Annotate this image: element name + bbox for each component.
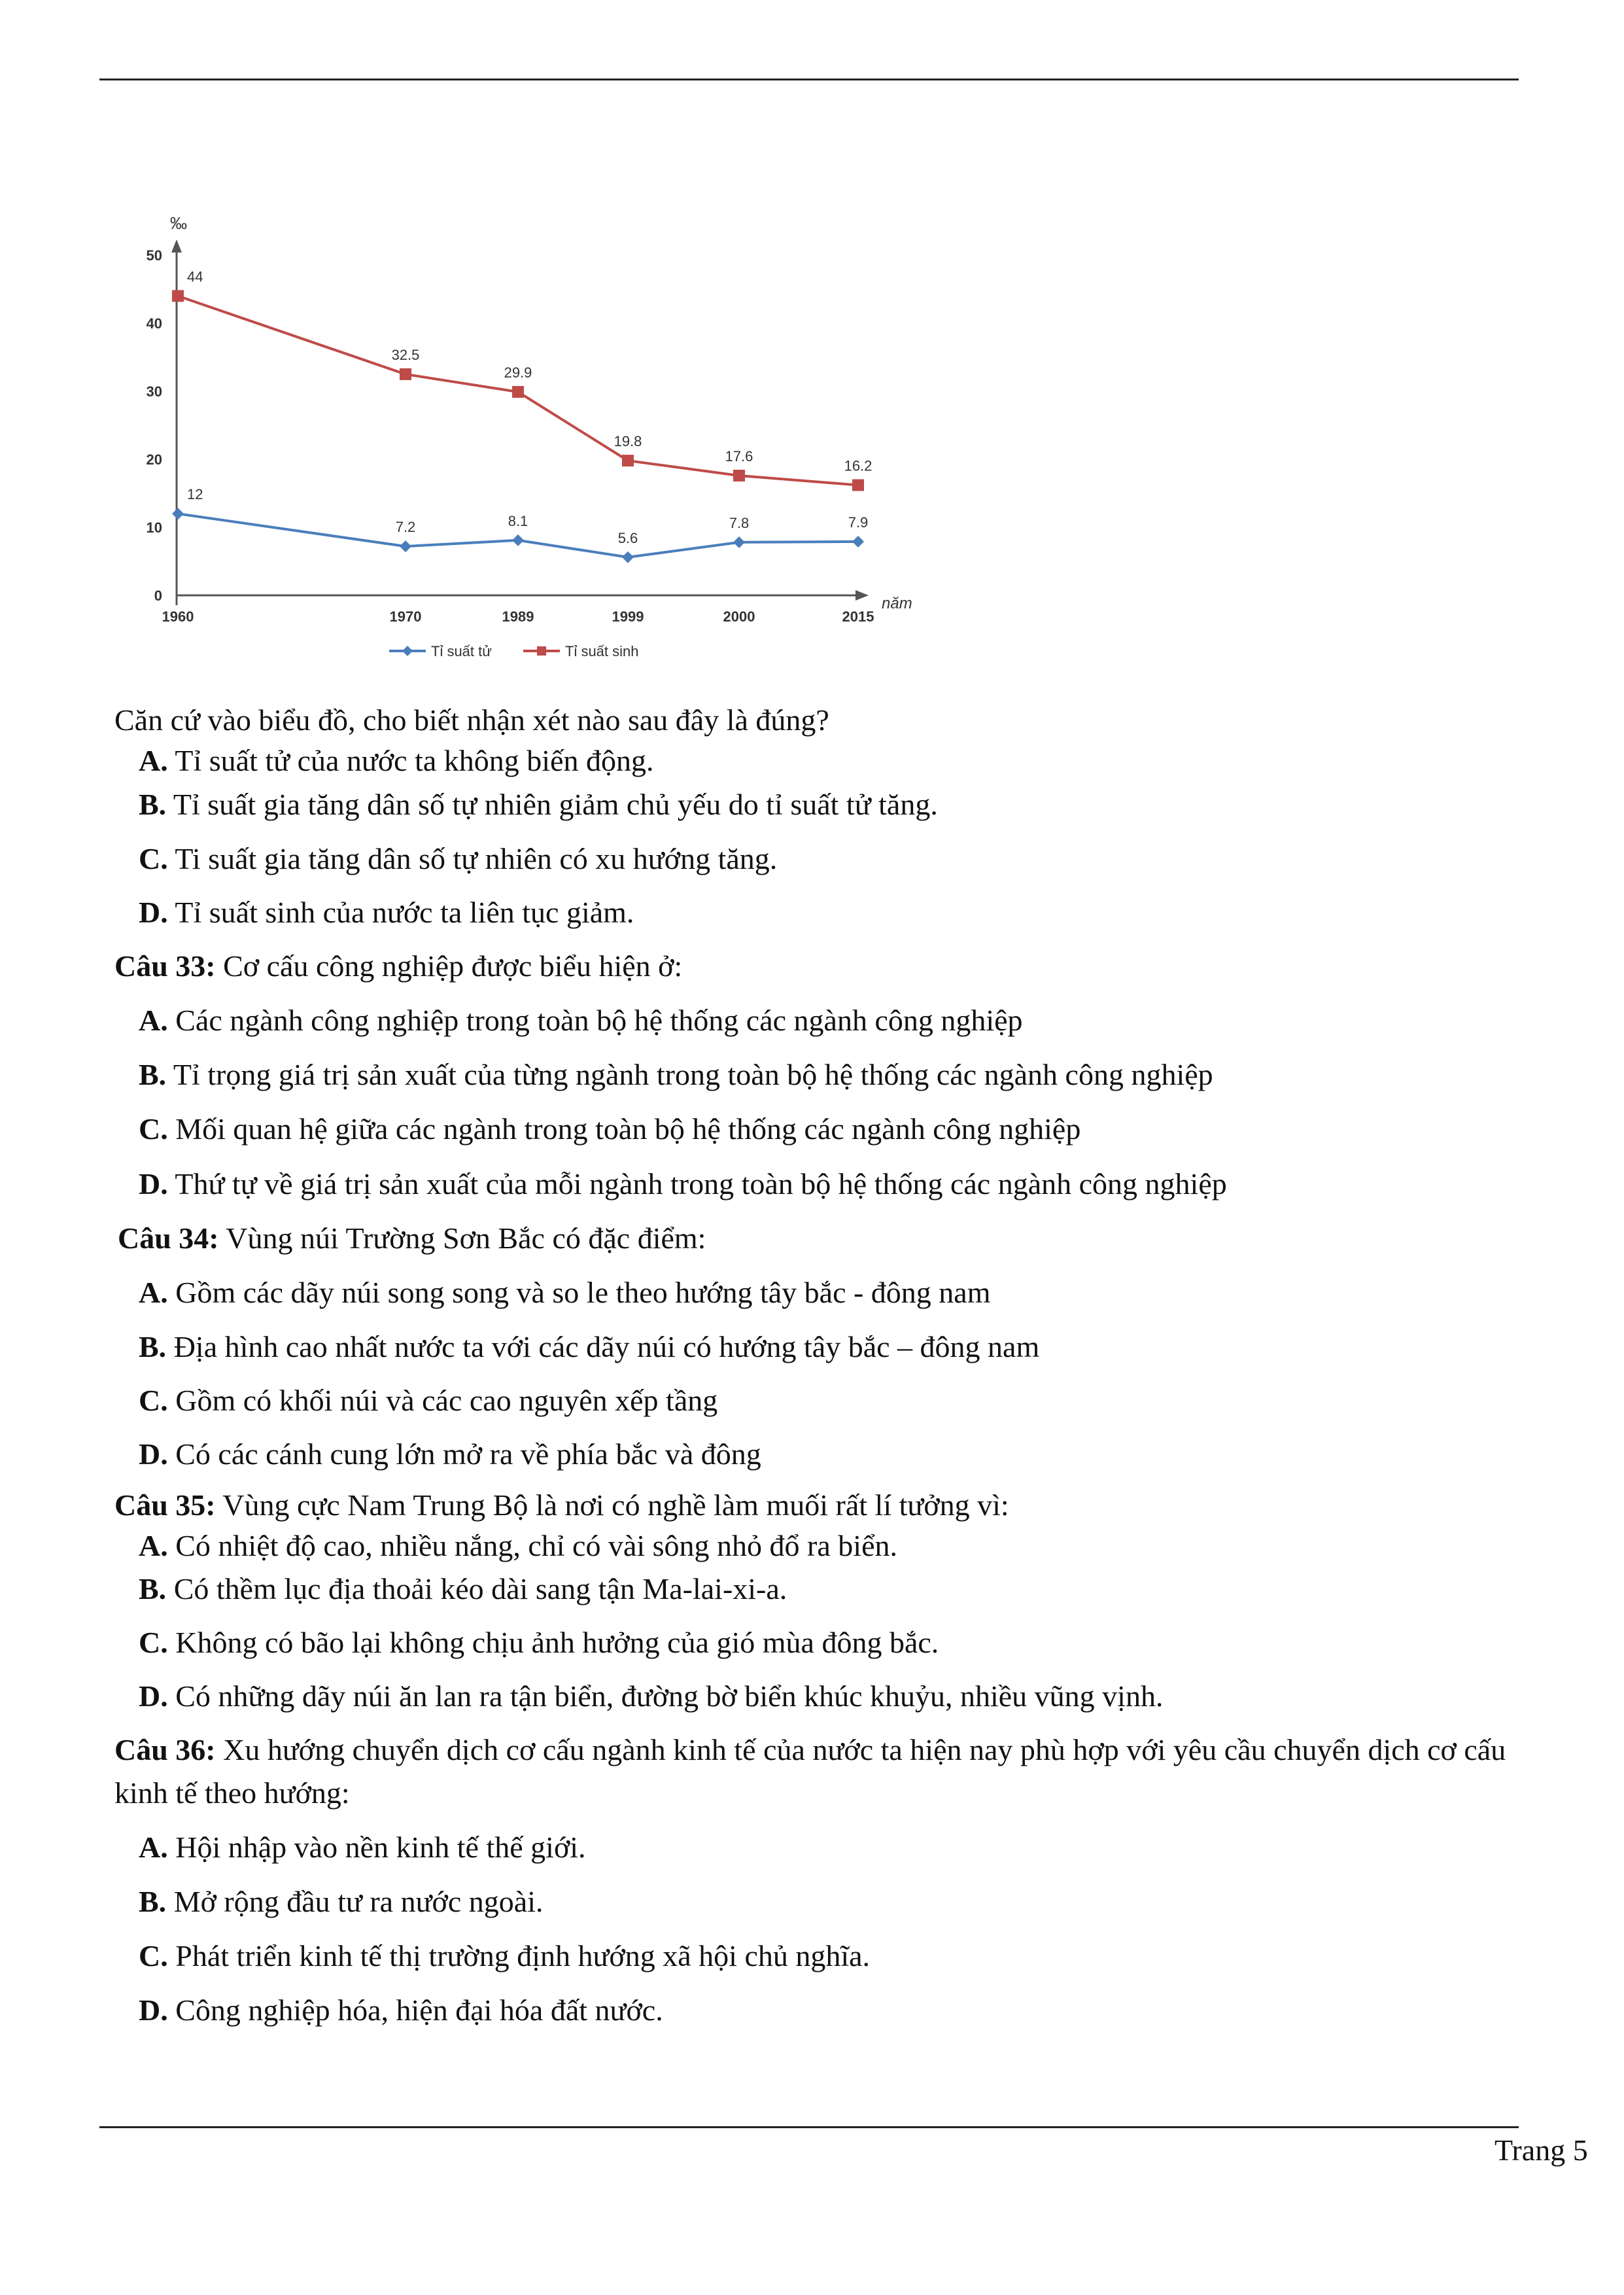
q32-option-b[interactable] [139, 783, 938, 826]
data-label: 32.5 [391, 347, 420, 363]
option-text: Công nghiệp hóa, hiện đại hóa đất nước. [175, 1993, 663, 2027]
option-label: D. [139, 1437, 168, 1471]
x-axis-label: năm [882, 595, 912, 612]
q35-option-b[interactable] [139, 1568, 787, 1611]
data-label: 5.6 [617, 529, 638, 546]
q35-option-d[interactable] [139, 1675, 1163, 1718]
q32-option-a[interactable] [139, 739, 654, 782]
option-text: Gồm có khối núi và các cao nguyên xếp tầng [175, 1384, 718, 1417]
option-label: A. [139, 1004, 168, 1037]
footer-rule [99, 2126, 1519, 2128]
option-label: D. [139, 1993, 168, 2027]
y-tick-label: 30 [146, 383, 162, 400]
option-text: Tỉ suất gia tăng dân số tự nhiên giảm chủ yếu do tỉ suất tử tăng. [173, 788, 938, 821]
data-point [512, 534, 524, 546]
y-tick-label: 20 [146, 451, 162, 468]
option-text: Phát triển kinh tế thị trường định hướng xã hội chủ nghĩa. [175, 1939, 871, 1972]
q32-option-d[interactable] [139, 891, 634, 934]
option-text: Có các cánh cung lớn mở ra về phía bắc và đông [175, 1437, 761, 1471]
q34-option-c[interactable] [139, 1379, 717, 1422]
option-text: Địa hình cao nhất nước ta với các dãy núi có hướng tây bắc – đông nam [173, 1330, 1040, 1363]
q33-option-c[interactable] [139, 1108, 1080, 1151]
option-text: Có thềm lục địa thoải kéo dài sang tận Ma-lai-xi-a. [173, 1572, 787, 1605]
data-label: 7.9 [848, 514, 869, 531]
question-text: Xu hướng chuyển dịch cơ cấu ngành kinh tế của nước ta hiện nay phù hợp với yêu cầu chuyển dịch cơ cấu kinh tế theo hướng: [114, 1733, 1506, 1810]
q33-option-b[interactable] [139, 1053, 1213, 1096]
y-tick-label: 40 [146, 315, 162, 332]
option-label: A. [139, 1276, 168, 1309]
option-label: B. [139, 1330, 167, 1363]
y-tick-label: 10 [146, 519, 162, 536]
question-label: Câu 34: [118, 1221, 219, 1255]
data-point [512, 386, 524, 398]
question-text: Vùng núi Trường Sơn Bắc có đặc điểm: [226, 1221, 706, 1255]
x-axis-arrow [855, 590, 869, 601]
option-text: Không có bão lại không chịu ảnh hưởng của gió mùa đông bắc. [175, 1626, 939, 1659]
option-label: A. [139, 1529, 168, 1562]
option-label: C. [139, 1112, 168, 1146]
data-point [400, 540, 411, 552]
q33-question [114, 945, 682, 988]
q34-question [118, 1217, 706, 1260]
option-label: C. [139, 1939, 168, 1972]
q34-option-a[interactable] [139, 1271, 991, 1314]
q33-option-a[interactable] [139, 999, 1023, 1042]
x-tick-label: 2000 [723, 608, 755, 625]
question-label: Câu 35: [114, 1488, 216, 1522]
q36-question [114, 1728, 1553, 1815]
page-number: Trang 5 [1494, 2133, 1588, 2167]
option-label: B. [139, 1572, 167, 1605]
option-text: Tỉ suất tử của nước ta không biến động. [175, 744, 654, 777]
option-text: Tỉ suất sinh của nước ta liên tục giảm. [175, 896, 634, 929]
q36-option-d[interactable] [139, 1989, 663, 2032]
data-point [172, 290, 184, 302]
x-tick-label: 1970 [389, 608, 422, 625]
birth-death-rate-chart [131, 203, 955, 687]
data-point [622, 552, 634, 563]
data-point [622, 455, 634, 466]
option-text: Ti suất gia tăng dân số tự nhiên có xu hướng tăng. [175, 842, 778, 875]
x-tick-label: 1989 [502, 608, 534, 625]
y-tick-label: 50 [146, 247, 162, 264]
data-label: 8.1 [508, 512, 528, 529]
x-tick-label: 2015 [842, 608, 874, 625]
q32-option-c[interactable] [139, 837, 777, 881]
q34-option-d[interactable] [139, 1433, 761, 1476]
option-label: D. [139, 1679, 168, 1713]
option-text: Gồm các dãy núi song song và so le theo hướng tây bắc - đông nam [175, 1276, 991, 1309]
option-label: A. [139, 1831, 168, 1864]
option-text: Các ngành công nghiệp trong toàn bộ hệ thống các ngành công nghiệp [175, 1004, 1023, 1037]
data-label: 29.9 [504, 364, 532, 381]
q35-option-c[interactable] [139, 1621, 939, 1664]
data-point [852, 480, 864, 491]
option-text: Thứ tự về giá trị sản xuất của mỗi ngành trong toàn bộ hệ thống các ngành công nghiệp [175, 1167, 1227, 1200]
question-label: Câu 36: [114, 1733, 216, 1766]
data-point [172, 508, 184, 519]
q34-option-b[interactable] [139, 1325, 1039, 1369]
option-text: Mở rộng đầu tư ra nước ngoài. [173, 1885, 544, 1918]
option-label: D. [139, 896, 168, 929]
legend-label: Tỉ suất tử [431, 643, 492, 659]
data-label: 7.2 [395, 519, 416, 536]
q33-option-d[interactable] [139, 1163, 1227, 1206]
data-point [733, 536, 745, 548]
data-label: 17.6 [725, 447, 753, 464]
q35-question [114, 1484, 1009, 1527]
q36-option-c[interactable] [139, 1935, 870, 1978]
data-label: 44 [187, 268, 203, 285]
option-label: D. [139, 1167, 168, 1200]
option-label: B. [139, 1058, 167, 1091]
y-axis-label: ‰ [170, 213, 187, 233]
option-label: A. [139, 744, 168, 777]
option-label: B. [139, 788, 167, 821]
question-label: Câu 33: [114, 949, 216, 983]
data-label: 12 [187, 486, 203, 503]
y-tick-label: 0 [154, 587, 162, 604]
option-label: B. [139, 1885, 167, 1918]
q35-option-a[interactable] [139, 1524, 897, 1568]
option-label: C. [139, 842, 168, 875]
x-tick-label: 1960 [162, 608, 194, 625]
y-axis-arrow [171, 239, 182, 253]
data-label: 16.2 [844, 457, 872, 474]
legend-marker [402, 646, 413, 656]
option-text: Có nhiệt độ cao, nhiều nắng, chỉ có vài sông nhỏ đổ ra biển. [175, 1529, 897, 1562]
data-point [400, 368, 411, 380]
data-point [733, 470, 745, 482]
data-label: 7.8 [729, 514, 750, 531]
option-text: Mối quan hệ giữa các ngành trong toàn bộ hệ thống các ngành công nghiệp [175, 1112, 1081, 1146]
option-label: C. [139, 1626, 168, 1659]
legend-marker [537, 646, 546, 656]
question-text: Cơ cấu công nghiệp được biểu hiện ở: [223, 949, 683, 983]
header-rule [99, 79, 1519, 80]
q36-option-a[interactable] [139, 1826, 586, 1869]
option-text: Hội nhập vào nền kinh tế thế giới. [175, 1831, 586, 1864]
option-text: Có những dãy núi ăn lan ra tận biển, đường bờ biển khúc khuỷu, nhiều vũng vịnh. [175, 1679, 1164, 1713]
option-text: Tỉ trọng giá trị sản xuất của từng ngành trong toàn bộ hệ thống các ngành công nghiệp [173, 1058, 1213, 1091]
q36-option-b[interactable] [139, 1880, 543, 1923]
legend-label: Tỉ suất sinh [565, 643, 639, 659]
option-label: C. [139, 1384, 168, 1417]
x-tick-label: 1999 [612, 608, 644, 625]
q32-question: Căn cứ vào biểu đồ, cho biết nhận xét nào sau đây là đúng? [114, 703, 829, 737]
question-text: Vùng cực Nam Trung Bộ là nơi có nghề làm muối rất lí tưởng vì: [222, 1488, 1009, 1522]
data-point [852, 536, 864, 548]
data-label: 19.8 [613, 433, 642, 450]
